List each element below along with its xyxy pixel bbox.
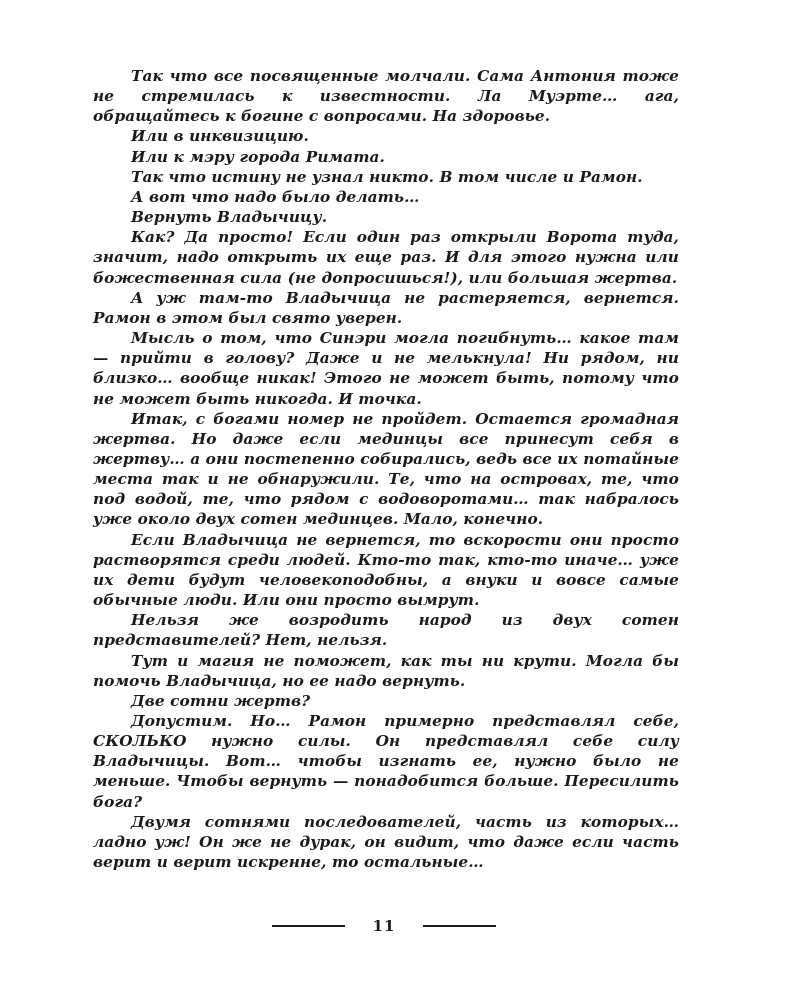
paragraph: Мысль о том, что Синэри могла погибнуть… какое там — прийти в голову? Даже и не мелькнула! Ни рядом, ни близко… вообще никак! Этого не может быть, потому что не может быть никогда. И точка. [93,329,679,408]
paragraph: Тут и магия не поможет, как ты ни крути. Могла бы помочь Владычица, но ее надо вернуть. [93,651,679,690]
book-page-text [93,66,679,872]
footer-rule-left [272,925,345,927]
paragraph: Две сотни жертв? [131,691,311,710]
footer-rule-right [423,925,496,927]
paragraph: Если Владычица не вернется, то вскорости они просто растворятся среди людей. Кто-то так, кто-то иначе… уже их дети будут человекоподобны, а внуки и вовсе самые обычные люди. Или они просто вымрут. [93,530,679,610]
paragraph: Двумя сотнями последователей, часть из которых… ладно уж! Он же не дурак, он видит, что даже если часть верит и верит искренне, то остальные… [93,812,679,872]
paragraph: Или в инквизицию. [131,127,309,146]
page-footer [272,914,498,938]
paragraph: Нельзя же возродить народ из двух сотен представителей? Нет, нельзя. [93,611,679,650]
paragraph: Или к мэру города Римата. [131,147,385,166]
paragraph: Так что все посвященные молчали. Сама Антония тоже не стремилась к известности. Ла Муэрте… ага, обращайтесь к богине с вопросами. На здоровье. [93,67,679,126]
paragraph: Как? Да просто! Если один раз открыли Ворота туда, значит, надо открыть их еще раз. И для этого нужна или божественная сила (не допросишься!), или большая жертва. [93,228,679,287]
paragraph: А вот что надо было делать… [131,187,420,206]
page-number: 11 [372,917,396,935]
paragraph: Итак, с богами номер не пройдет. Остается громадная жертва. Но даже если мединцы все принесут себя в жертву… а они постепенно собирались, ведь все их потайные места так и не обнаружили. Те, что на островах, те, что под водой, те, что рядом с водоворотами… так набралось уже около двух сотен мединцев. Мало, конечно. [93,409,679,529]
paragraph: Вернуть Владычицу. [131,208,328,227]
paragraph: Так что истину не узнал никто. В том числе и Рамон. [131,167,643,186]
paragraph: Допустим. Но… Рамон примерно представлял себе, СКОЛЬКО нужно силы. Он представлял себе силу Владычицы. Вот… чтобы изгнать ее, нужно было не меньше. Чтобы вернуть — понадобится больше. Пересилить бога? [93,712,679,811]
paragraph: А уж там-то Владычица не растеряется, вернется. Рамон в этом был свято уверен. [93,288,679,327]
